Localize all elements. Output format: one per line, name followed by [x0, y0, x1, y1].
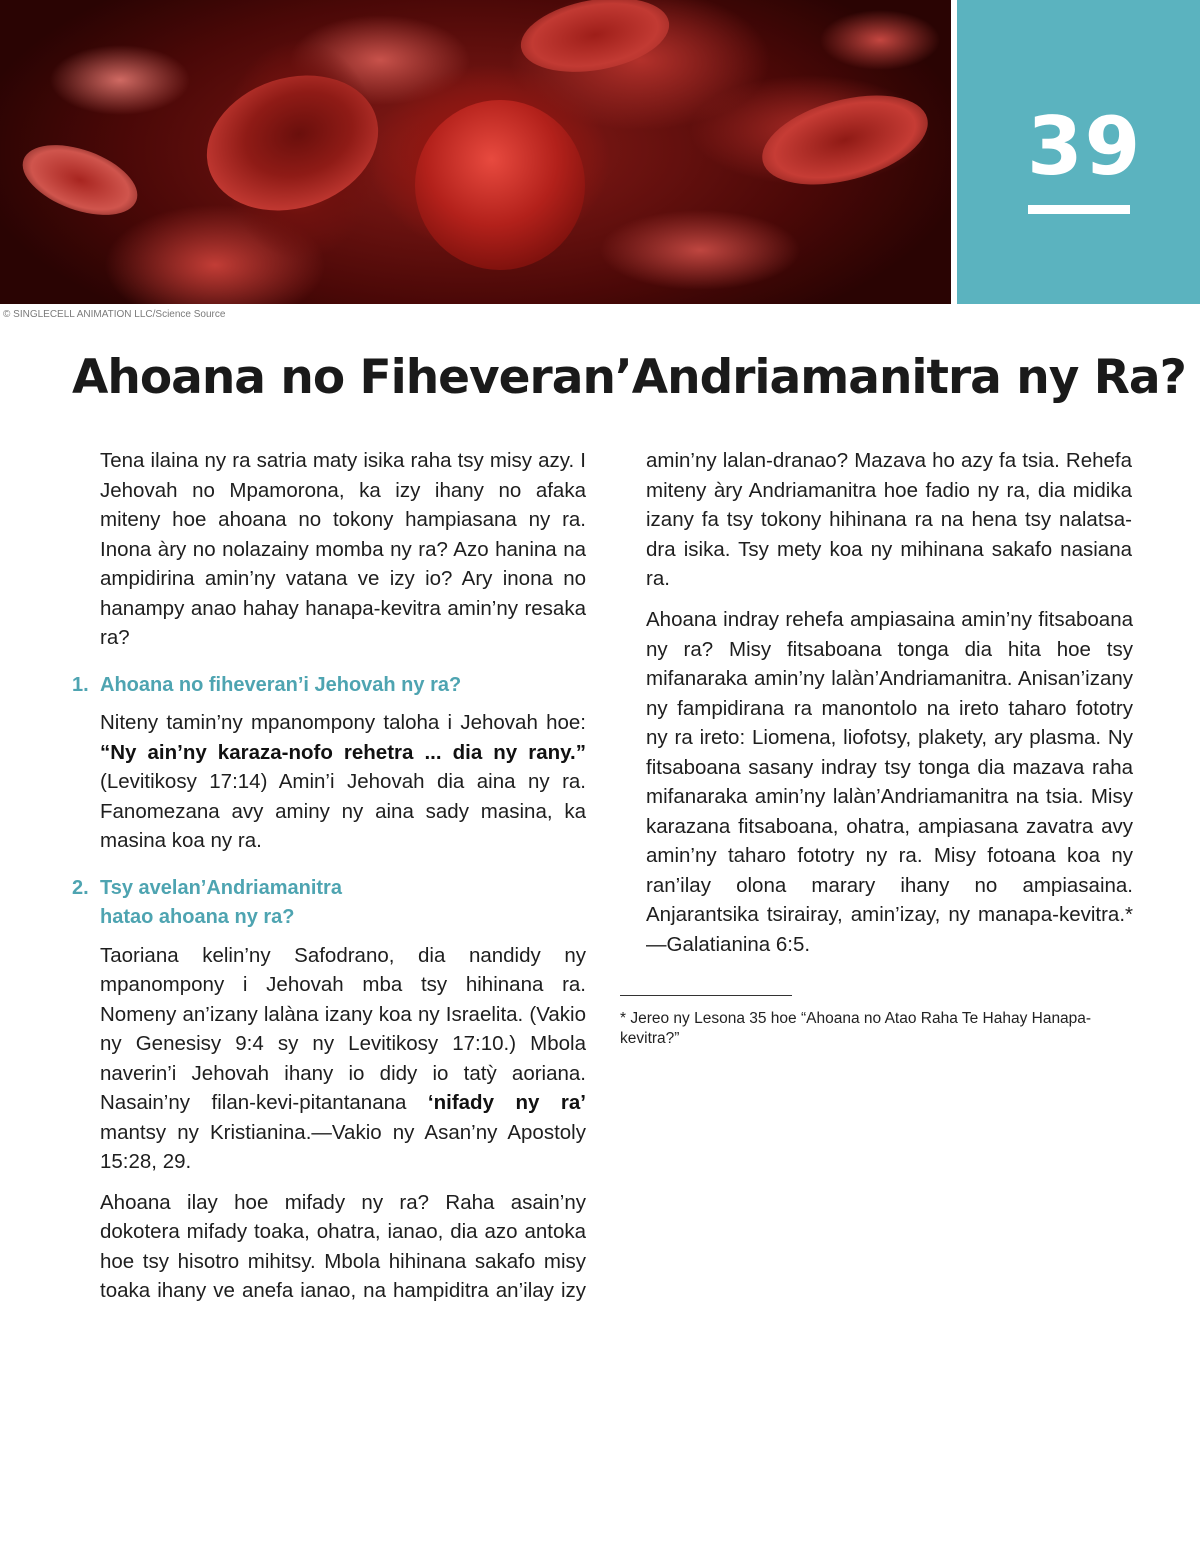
question-1-heading — [72, 671, 586, 701]
red-blood-cell — [189, 54, 396, 232]
intro-paragraph: Tena ilaina ny ra satria maty isika raha tsy misy azy. I Jehovah no Mpamorona, ka izy ihany no afaka miteny hoe ahoana no tokony hampiasana ny ra. Inona àry no nolazainy momba ny ra? Azo hanina na ampidirina amin’ny vatana ve izy io? Ary inona no hanampy anao hahay hanapa-kevitra amin’ny resaka ra? — [100, 449, 586, 649]
paragraph-text: Niteny tamin’ny mpanompony taloha i Jehovah hoe: — [100, 711, 586, 734]
footnote: * Jereo ny Lesona 35 hoe “Ahoana no Atao Raha Te Hahay Hanapa-kevitra?” — [620, 1010, 1092, 1047]
section-2-paragraph-2-start: Ahoana ilay hoe mifady ny ra? Raha asain’ny dokotera mifady toaka, ohatra, ianao, dia azo antoka hoe tsy hisotro mihitsy. Mbola hihinana sakafo misy toaka ihany ve anefa ianao, na hampiditra an’ilay izy — [100, 1190, 586, 1302]
paragraph-text: Taoriana kelin’ny Safodrano, dia nandidy ny mpanompony i Jehovah mba tsy hihinana ra. Nomeny an’izany lalàna izany koa ny Israelita. (Vakio ny Genesisy 9:4 sy ny Levitikosy 17:10.) Mbola naverin’i Jehovah ihany io didy io tatỳ aoriana. Nasain’ny filan-kevi-pitantanana — [100, 943, 586, 1114]
lesson-number-underline — [1028, 205, 1130, 214]
lesson-number-box — [957, 0, 1200, 304]
section-2-paragraph-3: Ahoana indray rehefa ampiasaina amin’ny fitsaboana ny ra? Misy fitsaboana tonga dia hita hoe tsy mifanaraka amin’ny lalàn’Andriamanitra. Anisan’izany ny fampidirana ra manontolo na ireto taharo fototry ny ra ireto: Liomena, liofotsy, plakety, ary plasma. Ny fitsaboana sasany indray tsy tonga dia mazava raha mifanaraka amin’ny lalàn’Andriamanitra na tsia. Misy karazana fitsaboana, ohatra, ampiasana zavatra avy amin’ny taharo fototry ny ra. Misy fotoana koa ny ran’ilay olona marary ihany no ampiasaina. Anjarantsika tsirairay, amin’izay, ny manapa-kevitra.*—Galatianina 6:5. — [646, 608, 1133, 956]
footnote-divider — [620, 995, 792, 996]
question-2-heading — [72, 874, 586, 933]
section-2-paragraph — [100, 941, 586, 1177]
scripture-quote: ‘nifady ny ra’ — [427, 1091, 586, 1114]
question-number: 2. — [72, 876, 89, 899]
red-blood-cell — [13, 131, 146, 228]
photo-credit: © SINGLECELL ANIMATION LLC/Science Source — [3, 309, 226, 320]
lesson-number: 39 — [1027, 100, 1143, 193]
paragraph-text: mantsy ny Kristianina.—Vakio ny Asan’ny Apostoly 15:28, 29. — [100, 1120, 586, 1173]
page-title: Ahoana no Fiheveran’Andriamanitra ny Ra? — [72, 350, 1186, 405]
red-blood-cell — [415, 100, 585, 270]
paragraph-text: amin’ny lalan-dranao? Mazava ho azy fa tsia. Rehefa miteny àry Andriamanitra hoe fadio ny ra, dia midika izany fa tsy tokony hihinana ra na hena tsy nalatsa-dra isika. Tsy mety koa ny mihinana sakafo nasiana ra. — [646, 449, 1132, 590]
question-number: 1. — [72, 673, 89, 696]
blood-cells-photo — [0, 0, 951, 304]
section-1-paragraph — [100, 708, 586, 856]
question-text: Tsy avelan’Andriamanitra hatao ahoana ny ra? — [100, 876, 342, 928]
paragraph-text: (Levitikosy 17:14) Amin’i Jehovah dia aina ny ra. Fanomezana avy aminy ny aina sady masina, ka masina koa ny ra. — [100, 770, 586, 852]
right-column — [646, 446, 1133, 959]
red-blood-cell — [753, 79, 938, 200]
question-text: Ahoana no fiheveran’i Jehovah ny ra? — [100, 673, 462, 696]
red-blood-cell — [515, 0, 675, 82]
section-2-paragraph-2-continued — [646, 446, 1133, 594]
left-column — [72, 446, 586, 1306]
scripture-quote: “Ny ain’ny karaza-nofo rehetra ... dia ny rany.” — [100, 740, 586, 764]
